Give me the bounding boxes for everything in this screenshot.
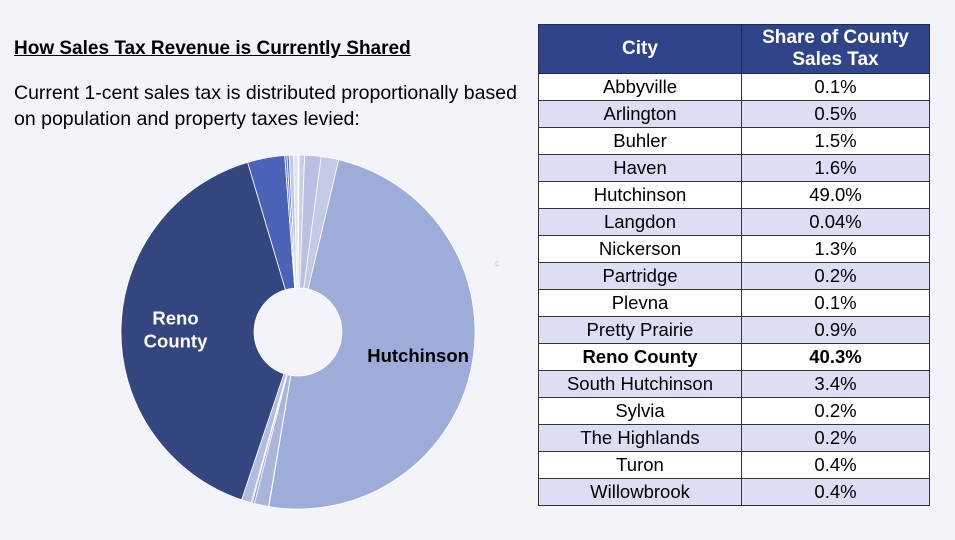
table-row (539, 290, 930, 317)
stray-glyph: c (495, 258, 500, 268)
table-row (539, 155, 930, 182)
table-row (539, 371, 930, 398)
city-cell: Pretty Prairie (539, 317, 742, 344)
city-cell: Nickerson (539, 236, 742, 263)
table-row (539, 128, 930, 155)
share-cell: 1.3% (742, 236, 930, 263)
city-cell: South Hutchinson (539, 371, 742, 398)
share-cell: 0.2% (742, 425, 930, 452)
table-row (539, 479, 930, 506)
table-row (539, 398, 930, 425)
table-body (539, 74, 930, 506)
share-cell: 0.1% (742, 290, 930, 317)
table-row (539, 101, 930, 128)
share-cell: 40.3% (742, 344, 930, 371)
table-header-row (539, 25, 930, 74)
table-row (539, 182, 930, 209)
table-row (539, 317, 930, 344)
share-cell: 0.2% (742, 263, 930, 290)
city-cell: Buhler (539, 128, 742, 155)
city-cell: Sylvia (539, 398, 742, 425)
slice-label-hutchinson: Hutchinson (367, 345, 469, 367)
share-cell: 1.5% (742, 128, 930, 155)
share-cell: 49.0% (742, 182, 930, 209)
city-cell: The Highlands (539, 425, 742, 452)
share-cell: 0.4% (742, 479, 930, 506)
table-row (539, 425, 930, 452)
table-row (539, 209, 930, 236)
slice-label-reno-county: Reno County (143, 307, 208, 352)
share-cell: 0.4% (742, 452, 930, 479)
share-cell: 3.4% (742, 371, 930, 398)
sales-tax-table (538, 24, 930, 506)
table-row (539, 236, 930, 263)
city-cell: Arlington (539, 101, 742, 128)
table-row (539, 263, 930, 290)
city-cell: Willowbrook (539, 479, 742, 506)
share-cell: 0.04% (742, 209, 930, 236)
city-cell: Langdon (539, 209, 742, 236)
city-cell: Plevna (539, 290, 742, 317)
city-cell: Turon (539, 452, 742, 479)
table-row (539, 74, 930, 101)
description-text: Current 1-cent sales tax is distributed proportionally based on population and property taxes levied: (14, 82, 517, 130)
city-cell: Haven (539, 155, 742, 182)
city-cell: Hutchinson (539, 182, 742, 209)
city-cell: Partridge (539, 263, 742, 290)
share-cell: 0.2% (742, 398, 930, 425)
share-cell: 0.5% (742, 101, 930, 128)
table-row (539, 344, 930, 371)
share-cell: 0.1% (742, 74, 930, 101)
column-header-city: City (539, 25, 742, 74)
city-cell: Reno County (539, 344, 742, 371)
table-row (539, 452, 930, 479)
city-cell: Abbyville (539, 74, 742, 101)
column-header-share: Share of County Sales Tax (742, 25, 930, 74)
chart-heading: How Sales Tax Revenue is Currently Shared (14, 38, 411, 59)
share-cell: 0.9% (742, 317, 930, 344)
share-cell: 1.6% (742, 155, 930, 182)
